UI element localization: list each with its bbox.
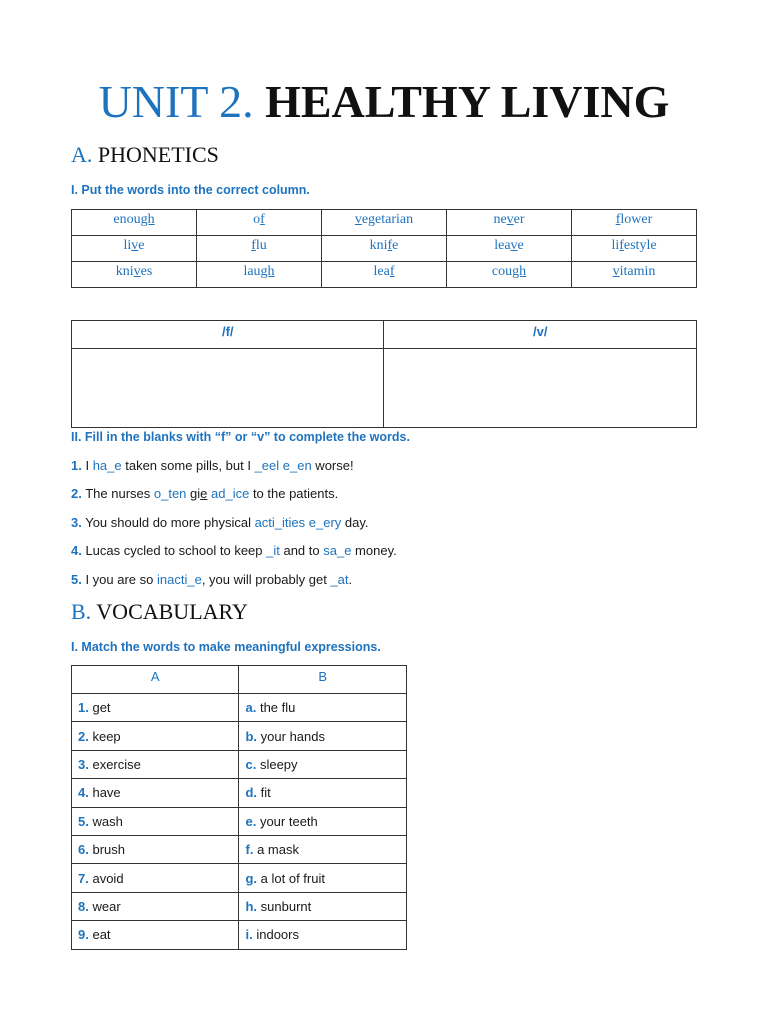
sentence-text: and to [279,543,324,558]
item-number: 5. [78,813,89,829]
column-a-cell [72,921,239,949]
section-a-letter: A. [71,142,93,167]
blank-word[interactable]: _at [330,572,349,587]
column-b-cell [239,921,407,949]
words-table [71,209,697,288]
blank-word[interactable]: ad_ice [211,486,250,501]
item-text: exercise [92,756,141,772]
column-a-cell [72,694,239,722]
item-text: your hands [260,728,325,744]
sentence-text: I you are so [81,572,157,587]
page-title [0,74,768,130]
item-number: 3. [78,756,89,772]
words-row [72,210,697,236]
column-a-cell [72,864,239,892]
item-number: 7. [78,870,89,886]
fill-blank-item [71,486,338,502]
item-text: have [92,785,121,801]
fill-blank-item [71,572,352,588]
word-cell: live [72,236,197,262]
column-v-header: /v/ [384,321,697,349]
column-a-cell [72,779,239,807]
sentence-text: e [200,486,208,501]
word-cell: vitamin [572,262,697,288]
item-key: i. [245,927,253,943]
blank-word[interactable]: ha_e [92,458,122,473]
words-row [72,236,697,262]
sentence-text: gi [186,486,201,501]
item-number: 3. [71,515,82,530]
word-cell: leave [447,236,572,262]
sentence-text: taken some pills, but I [121,458,255,473]
column-f-header: /f/ [72,321,384,349]
sentence-text: . [348,572,353,587]
table-row [72,864,407,892]
phonetics-instruction-1: I. Put the words into the correct column. [71,183,310,197]
section-b-title: VOCABULARY [96,599,248,624]
phonetics-instruction-2: II. Fill in the blanks with “f” or “v” to complete the words. [71,430,410,444]
column-b-cell [239,779,407,807]
word-cell: vegetarian [322,210,447,236]
item-text: wear [92,898,121,914]
blank-word[interactable]: o_ten [153,486,187,501]
column-b-cell [239,892,407,920]
item-text: your teeth [259,813,318,829]
item-text: indoors [256,927,299,943]
table-row [72,921,407,949]
item-text: a lot of fruit [260,870,325,886]
word-cell: flower [572,210,697,236]
item-number: 6. [78,842,89,858]
section-a-title: PHONETICS [97,142,219,167]
vocabulary-instruction-1: I. Match the words to make meaningful expressions. [71,640,381,654]
item-key: g. [245,870,258,886]
blank-word[interactable]: _eel e_en [254,458,312,473]
fill-blank-item [71,543,397,559]
unit-topic: HEALTHY LIVING [265,76,670,127]
item-key: e. [245,813,257,829]
item-text: avoid [92,870,124,886]
table-row [72,779,407,807]
sentence-text: , you will probably get [201,572,331,587]
column-b-cell [239,722,407,750]
item-text: wash [92,813,123,829]
item-number: 2. [71,486,82,501]
table-row [72,835,407,863]
section-a-heading [71,142,219,168]
word-cell: of [197,210,322,236]
word-cell: never [447,210,572,236]
item-text: eat [92,927,111,943]
sentence-text: I [81,458,93,473]
column-b-cell [239,750,407,778]
fill-blank-item [71,515,369,531]
item-text: get [92,700,111,716]
column-b-cell [239,694,407,722]
word-cell: flu [197,236,322,262]
sentence-text: You should do more physical [81,515,255,530]
sentence-text: to the patients. [249,486,339,501]
item-key: a. [245,700,257,716]
section-b-letter: B. [71,599,92,624]
item-text: a mask [257,842,299,858]
word-cell: laugh [197,262,322,288]
item-number: 4. [71,543,82,558]
item-text: sunburnt [260,898,312,914]
item-key: f. [245,842,254,858]
item-number: 4. [78,785,89,801]
item-number: 9. [78,927,89,943]
words-row [72,262,697,288]
item-text: brush [92,842,125,858]
item-text: fit [260,785,271,801]
table-row [72,750,407,778]
table-row [72,807,407,835]
word-cell: knives [72,262,197,288]
blank-word[interactable]: acti_ities e_ery [254,515,342,530]
column-b-header: B [239,666,407,694]
sentence-text: worse! [311,458,354,473]
item-key: b. [245,728,258,744]
item-number: 8. [78,898,89,914]
column-b-cell [239,835,407,863]
item-number: 1. [78,700,89,716]
section-b-heading [71,599,248,625]
blank-word[interactable]: sa_e [323,543,352,558]
item-number: 5. [71,572,82,587]
word-cell: knife [322,236,447,262]
column-a-cell [72,892,239,920]
column-a-cell [72,750,239,778]
word-cell: enough [72,210,197,236]
table-row [72,892,407,920]
sentence-text: money. [351,543,397,558]
item-key: d. [245,785,258,801]
item-key: c. [245,756,257,772]
table-row [72,722,407,750]
column-b-cell [239,864,407,892]
word-cell: cough [447,262,572,288]
column-a-cell [72,807,239,835]
item-number: 2. [78,728,89,744]
sentence-text: day. [341,515,369,530]
blank-word[interactable]: inacti_e [157,572,202,587]
item-text: sleepy [259,756,298,772]
table-row [72,694,407,722]
column-a-header: A [72,666,239,694]
column-a-cell [72,835,239,863]
column-v-answer-cell[interactable] [384,349,697,428]
word-cell: lifestyle [572,236,697,262]
item-text: the flu [259,700,296,716]
sentence-text: Lucas cycled to school to keep [81,543,267,558]
column-a-cell [72,722,239,750]
sound-columns-table [71,320,697,428]
item-text: keep [92,728,121,744]
column-f-answer-cell[interactable] [72,349,384,428]
word-cell: leaf [322,262,447,288]
item-number: 1. [71,458,82,473]
unit-label: UNIT 2. [98,76,254,127]
blank-word[interactable]: _it [266,543,280,558]
column-b-cell [239,807,407,835]
sentence-text: The nurses [81,486,154,501]
item-key: h. [245,898,258,914]
matching-table [71,665,407,950]
fill-blank-item [71,458,354,474]
